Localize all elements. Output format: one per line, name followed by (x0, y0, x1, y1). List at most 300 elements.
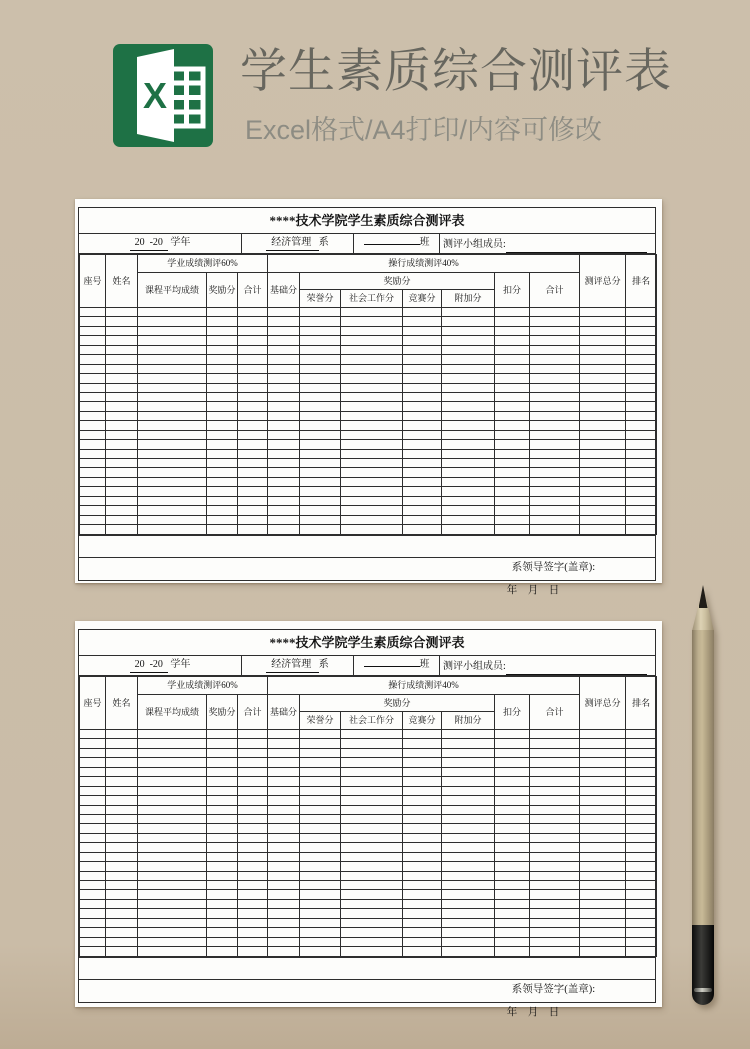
empty-cell (341, 525, 403, 534)
empty-data-row (80, 833, 657, 842)
empty-cell (138, 748, 207, 757)
empty-cell (207, 411, 238, 420)
empty-cell (300, 805, 341, 814)
empty-cell (626, 739, 657, 748)
form-title: ****技术学院学生素质综合测评表 (79, 630, 655, 656)
table-body (80, 730, 657, 957)
empty-cell (80, 758, 106, 767)
empty-cell (530, 449, 580, 458)
empty-cell (138, 890, 207, 899)
empty-cell (626, 852, 657, 861)
empty-cell (300, 786, 341, 795)
empty-cell (341, 402, 403, 411)
empty-cell (495, 496, 530, 505)
empty-cell (403, 928, 442, 937)
empty-cell (626, 777, 657, 786)
empty-cell (138, 364, 207, 373)
empty-cell (207, 890, 238, 899)
empty-cell (442, 477, 495, 486)
empty-cell (626, 881, 657, 890)
empty-cell (580, 767, 626, 776)
empty-cell (626, 383, 657, 392)
empty-cell (80, 805, 106, 814)
empty-cell (300, 430, 341, 439)
empty-cell (495, 739, 530, 748)
empty-cell (626, 748, 657, 757)
empty-cell (580, 758, 626, 767)
empty-cell (138, 355, 207, 364)
empty-cell (530, 852, 580, 861)
empty-cell (403, 871, 442, 880)
empty-cell (530, 843, 580, 852)
empty-cell (442, 881, 495, 890)
empty-cell (300, 440, 341, 449)
col-social-work-score: 社会工作分 (341, 712, 403, 730)
empty-cell (403, 383, 442, 392)
empty-cell (403, 440, 442, 449)
empty-cell (238, 937, 268, 946)
empty-cell (341, 430, 403, 439)
empty-cell (341, 355, 403, 364)
empty-cell (300, 392, 341, 401)
empty-cell (341, 449, 403, 458)
empty-cell (530, 468, 580, 477)
empty-cell (530, 430, 580, 439)
empty-cell (300, 421, 341, 430)
empty-cell (238, 890, 268, 899)
empty-cell (580, 805, 626, 814)
empty-cell (530, 326, 580, 335)
empty-cell (626, 364, 657, 373)
col-base-score: 基础分 (268, 273, 300, 308)
empty-cell (626, 468, 657, 477)
empty-cell (626, 525, 657, 534)
col-group-award: 奖励分 (300, 273, 495, 290)
info-cell-department (242, 656, 354, 675)
empty-cell (238, 805, 268, 814)
empty-cell (138, 326, 207, 335)
empty-cell (268, 355, 300, 364)
empty-cell (106, 392, 138, 401)
empty-cell (300, 890, 341, 899)
empty-cell (580, 748, 626, 757)
empty-cell (580, 777, 626, 786)
empty-cell (80, 748, 106, 757)
empty-cell (626, 430, 657, 439)
empty-cell (403, 317, 442, 326)
empty-data-row (80, 824, 657, 833)
empty-cell (106, 411, 138, 420)
empty-data-row (80, 515, 657, 524)
empty-cell (403, 459, 442, 468)
empty-cell (268, 374, 300, 383)
empty-cell (106, 748, 138, 757)
empty-cell (530, 899, 580, 908)
empty-data-row (80, 421, 657, 430)
empty-cell (580, 421, 626, 430)
col-student-name: 姓名 (106, 677, 138, 730)
empty-cell (106, 336, 138, 345)
empty-cell (626, 909, 657, 918)
empty-cell (238, 392, 268, 401)
empty-cell (580, 449, 626, 458)
col-base-score: 基础分 (268, 695, 300, 730)
empty-cell (207, 862, 238, 871)
empty-cell (207, 777, 238, 786)
empty-data-row (80, 411, 657, 420)
empty-cell (495, 345, 530, 354)
empty-cell (530, 730, 580, 739)
empty-cell (530, 748, 580, 757)
empty-cell (268, 777, 300, 786)
empty-cell (300, 487, 341, 496)
empty-cell (238, 928, 268, 937)
empty-cell (442, 748, 495, 757)
empty-cell (626, 928, 657, 937)
empty-cell (403, 909, 442, 918)
empty-cell (106, 852, 138, 861)
empty-cell (626, 459, 657, 468)
empty-cell (138, 796, 207, 805)
empty-cell (442, 402, 495, 411)
col-additional-score: 附加分 (442, 712, 495, 730)
empty-cell (207, 487, 238, 496)
empty-cell (238, 525, 268, 534)
empty-data-row (80, 308, 657, 317)
empty-cell (268, 937, 300, 946)
col-competition-score: 竞赛分 (403, 712, 442, 730)
empty-cell (442, 336, 495, 345)
empty-cell (580, 881, 626, 890)
empty-cell (580, 890, 626, 899)
empty-cell (626, 918, 657, 927)
empty-cell (238, 326, 268, 335)
year-label: 学年 (167, 659, 191, 670)
empty-cell (80, 909, 106, 918)
evaluation-form (78, 207, 656, 596)
year-blank: 20 -20 (130, 236, 168, 251)
empty-cell (530, 345, 580, 354)
empty-cell (106, 459, 138, 468)
empty-cell (268, 496, 300, 505)
empty-cell (268, 459, 300, 468)
empty-cell (80, 506, 106, 515)
empty-cell (403, 786, 442, 795)
empty-cell (138, 777, 207, 786)
empty-cell (341, 477, 403, 486)
empty-cell (268, 758, 300, 767)
empty-cell (442, 786, 495, 795)
empty-data-row (80, 871, 657, 880)
header-row-2 (80, 695, 657, 712)
empty-cell (442, 525, 495, 534)
empty-cell (442, 374, 495, 383)
empty-cell (495, 449, 530, 458)
empty-data-row (80, 814, 657, 823)
signature-label: 系领导签字(盖章): (511, 561, 596, 573)
empty-cell (207, 852, 238, 861)
empty-cell (300, 814, 341, 823)
empty-cell (626, 937, 657, 946)
empty-cell (80, 336, 106, 345)
empty-cell (442, 515, 495, 524)
empty-cell (300, 317, 341, 326)
empty-cell (442, 739, 495, 748)
empty-cell (268, 421, 300, 430)
empty-data-row (80, 336, 657, 345)
year-blank: 20 -20 (130, 658, 168, 673)
empty-cell (300, 374, 341, 383)
empty-cell (138, 767, 207, 776)
empty-cell (138, 758, 207, 767)
col-deduction: 扣分 (495, 695, 530, 730)
empty-cell (341, 739, 403, 748)
empty-cell (580, 843, 626, 852)
empty-cell (495, 748, 530, 757)
empty-cell (341, 336, 403, 345)
empty-cell (207, 430, 238, 439)
empty-cell (106, 355, 138, 364)
signature-label: 系领导签字(盖章): (511, 983, 596, 995)
empty-cell (341, 852, 403, 861)
empty-cell (268, 383, 300, 392)
empty-cell (442, 487, 495, 496)
empty-cell (626, 308, 657, 317)
empty-cell (580, 937, 626, 946)
empty-cell (341, 459, 403, 468)
table-body (80, 308, 657, 535)
empty-cell (403, 374, 442, 383)
empty-cell (106, 326, 138, 335)
empty-cell (580, 317, 626, 326)
empty-cell (580, 383, 626, 392)
empty-cell (268, 786, 300, 795)
empty-cell (138, 459, 207, 468)
empty-cell (495, 767, 530, 776)
empty-cell (580, 515, 626, 524)
empty-cell (626, 796, 657, 805)
empty-cell (138, 899, 207, 908)
pencil-image (692, 585, 714, 1005)
empty-cell (238, 814, 268, 823)
empty-cell (268, 928, 300, 937)
empty-cell (580, 487, 626, 496)
empty-cell (442, 947, 495, 956)
empty-cell (80, 402, 106, 411)
empty-cell (495, 777, 530, 786)
empty-cell (238, 796, 268, 805)
empty-cell (626, 730, 657, 739)
empty-cell (495, 918, 530, 927)
empty-data-row (80, 449, 657, 458)
empty-cell (403, 739, 442, 748)
evaluation-table (79, 676, 657, 957)
empty-cell (106, 317, 138, 326)
empty-cell (106, 515, 138, 524)
empty-cell (207, 909, 238, 918)
empty-cell (138, 852, 207, 861)
empty-cell (300, 383, 341, 392)
empty-cell (403, 937, 442, 946)
empty-cell (403, 392, 442, 401)
empty-cell (106, 739, 138, 748)
empty-cell (106, 814, 138, 823)
empty-cell (106, 947, 138, 956)
empty-cell (207, 374, 238, 383)
empty-cell (341, 392, 403, 401)
empty-cell (300, 459, 341, 468)
empty-cell (442, 449, 495, 458)
worksheet-preview-1 (75, 199, 662, 596)
empty-cell (341, 843, 403, 852)
class-blank (364, 666, 420, 667)
empty-cell (300, 852, 341, 861)
col-additional-score: 附加分 (442, 290, 495, 308)
empty-data-row (80, 899, 657, 908)
empty-data-row (80, 947, 657, 956)
empty-cell (580, 909, 626, 918)
empty-cell (268, 506, 300, 515)
empty-cell (80, 852, 106, 861)
empty-cell (626, 317, 657, 326)
department-label: 系 (318, 237, 329, 248)
empty-cell (80, 468, 106, 477)
empty-cell (80, 345, 106, 354)
empty-cell (300, 730, 341, 739)
empty-cell (268, 947, 300, 956)
empty-cell (530, 871, 580, 880)
empty-cell (580, 345, 626, 354)
empty-cell (268, 477, 300, 486)
empty-cell (106, 758, 138, 767)
class-label: 班 (419, 237, 430, 248)
empty-cell (580, 814, 626, 823)
empty-cell (207, 871, 238, 880)
empty-cell (80, 383, 106, 392)
empty-cell (495, 506, 530, 515)
empty-cell (626, 833, 657, 842)
empty-cell (442, 843, 495, 852)
empty-cell (80, 881, 106, 890)
empty-cell (238, 336, 268, 345)
col-course-average: 课程平均成绩 (138, 695, 207, 730)
empty-data-row (80, 355, 657, 364)
empty-cell (442, 506, 495, 515)
info-cell-class (354, 234, 440, 253)
empty-cell (626, 355, 657, 364)
empty-cell (442, 430, 495, 439)
empty-cell (403, 748, 442, 757)
empty-cell (495, 824, 530, 833)
empty-cell (300, 909, 341, 918)
empty-cell (580, 392, 626, 401)
empty-cell (300, 336, 341, 345)
empty-cell (580, 928, 626, 937)
empty-data-row (80, 758, 657, 767)
empty-cell (403, 918, 442, 927)
empty-data-row (80, 852, 657, 861)
empty-cell (300, 824, 341, 833)
empty-cell (495, 909, 530, 918)
empty-cell (341, 421, 403, 430)
empty-cell (106, 730, 138, 739)
empty-cell (341, 928, 403, 937)
empty-cell (495, 355, 530, 364)
empty-cell (442, 355, 495, 364)
evaluation-group-blank (506, 661, 647, 675)
col-conduct-subtotal: 合计 (530, 695, 580, 730)
empty-cell (238, 430, 268, 439)
empty-cell (138, 506, 207, 515)
empty-cell (442, 317, 495, 326)
empty-cell (300, 767, 341, 776)
empty-cell (268, 843, 300, 852)
empty-cell (626, 477, 657, 486)
empty-cell (341, 814, 403, 823)
col-student-name: 姓名 (106, 255, 138, 308)
empty-cell (442, 796, 495, 805)
empty-cell (238, 833, 268, 842)
empty-cell (80, 430, 106, 439)
empty-cell (580, 862, 626, 871)
signature-row (79, 957, 655, 995)
empty-cell (238, 383, 268, 392)
empty-cell (80, 374, 106, 383)
empty-cell (341, 862, 403, 871)
empty-data-row (80, 805, 657, 814)
class-label: 班 (419, 659, 430, 670)
empty-cell (207, 477, 238, 486)
empty-cell (341, 824, 403, 833)
empty-cell (403, 899, 442, 908)
empty-cell (138, 786, 207, 795)
col-rank: 排名 (626, 677, 657, 730)
empty-cell (442, 824, 495, 833)
evaluation-form (78, 629, 656, 1018)
empty-cell (207, 843, 238, 852)
empty-cell (138, 937, 207, 946)
empty-cell (530, 421, 580, 430)
empty-cell (300, 947, 341, 956)
empty-cell (626, 374, 657, 383)
empty-cell (207, 918, 238, 927)
empty-cell (80, 487, 106, 496)
empty-cell (580, 459, 626, 468)
empty-cell (207, 317, 238, 326)
signature-row (79, 535, 655, 573)
empty-cell (268, 411, 300, 420)
empty-cell (207, 326, 238, 335)
empty-cell (207, 796, 238, 805)
empty-cell (530, 928, 580, 937)
empty-cell (580, 947, 626, 956)
empty-cell (238, 515, 268, 524)
date-label: 年 月 日 (506, 584, 560, 596)
empty-cell (207, 440, 238, 449)
empty-cell (341, 487, 403, 496)
empty-cell (341, 918, 403, 927)
empty-cell (403, 824, 442, 833)
empty-cell (530, 355, 580, 364)
empty-cell (341, 767, 403, 776)
empty-cell (80, 937, 106, 946)
empty-cell (530, 374, 580, 383)
empty-cell (106, 525, 138, 534)
empty-cell (403, 767, 442, 776)
empty-cell (626, 824, 657, 833)
empty-cell (80, 871, 106, 880)
empty-cell (626, 487, 657, 496)
